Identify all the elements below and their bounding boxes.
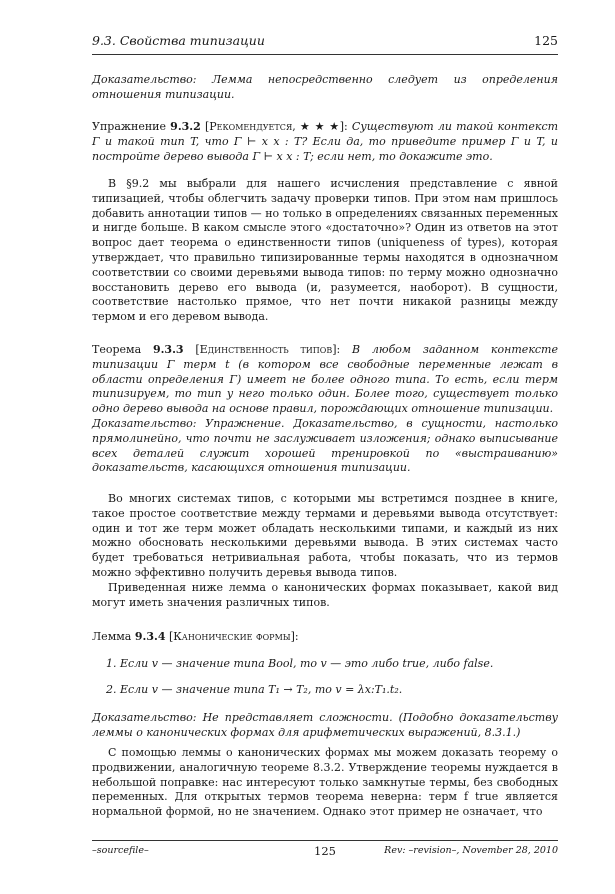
lemma-item: 2. Если v — значение типа T₁ → T₂, то v = λx:T₁.t₂. [106,683,403,696]
theorem-label: Теорема [92,343,142,356]
body-paragraph: С помощью леммы о канонических формах мы можем доказать теорему о продвижении, аналогичную теореме 8.3.2. Утверждение теоремы нуждается в небольшой поправке: нас интересуют только замкнутые термы, без свободных переменных. Для открытых термов теорема неверна: терм f true является нормальной формой, но не значением. Однако этот пример не означает, что [92,746,558,819]
header-rule [92,54,558,55]
footer-source: –sourcefile– [92,845,149,856]
exercise-label: Упражнение [92,120,167,133]
page [92,0,558,894]
footer-page-number: 125 [314,844,336,858]
exercise-tag: [Рекомендуется, ★ ★ ★]: [204,120,348,133]
theorem-block [92,343,558,417]
section-title: 9.3. Свойства типизации [92,33,265,48]
body-paragraph: Во многих системах типов, с которыми мы встретимся позднее в книге, такое простое соответствие между термами и деревьями вывода отсутствует: один и тот же терм может обладать несколькими типами, и каждый из них можно обосновать несколькими деревьями вывода. В этих системах часто будет требоваться нетривиальная работа, чтобы показать, что из термов можно эффективно получить деревья вывода типов. [92,492,558,579]
lemma-tag: [Канонические формы]: [168,630,299,643]
theorem-text: В любом заданном контексте типизации Γ терм t (в котором все свободные переменные лежат в области определения Γ) имеет не более одного типа. То есть, если терм типизируем, то тип у него только один. Более того, существует только одно дерево вывода на основе правил, порождающих отношение типизации. [92,343,558,416]
lemma-label: Лемма [92,630,132,643]
lemma-number: 9.3.4 [134,630,166,643]
body-paragraph: В §9.2 мы выбрали для нашего исчисления представление с явной типизацией, чтобы облегчить задачу проверки типов. При этом нам пришлось добавить аннотации типов — но только в определениях связанных переменных и нигде больше. В каком смысле этого «достаточно»? Один из ответов на этот вопрос дает теорема о единственности типов (uniqueness of types), которая утверждает, что правильно типизированные термы находятся в однозначном соответствии со своими деревьями вывода типов: по терму можно однозначно восстановить дерево его вывода (и, разумеется, наоборот). В сущности, соответствие настолько прямое, что нет почти никакой разницы между термом и его деревом вывода. [92,177,558,324]
page-number: 125 [534,33,558,48]
theorem-number: 9.3.3 [152,343,184,356]
body-paragraph: Приведенная ниже лемма о канонических формах показывает, какой вид могут иметь значения различных типов. [92,581,558,609]
exercise-text: Существуют ли такой контекст Γ и такой тип T, что Γ ⊢ x x : T? Если да, то приведите пример Γ и T, и постройте дерево вывода Γ ⊢ x x : T; если нет, то докажите это. [92,120,559,163]
exercise-number: 9.3.2 [170,120,201,133]
footer-revision: Rev: –revision–, November 28, 2010 [384,845,558,856]
lemma-heading [92,630,558,645]
proof-paragraph: Доказательство: Упражнение. Доказательство, в сущности, настолько прямолинейно, что почти не заслуживает изложения; однако выписывание всех деталей служит хорошей тренировкой по «выстраиванию» доказательств, касающихся отношения типизации. [92,417,558,475]
lemma-item: 1. Если v — значение типа Bool, то v — это либо true, либо false. [106,657,494,670]
exercise-block [92,120,558,164]
theorem-tag: [Единственность типов]: [195,343,341,356]
proof-paragraph: Доказательство: Не представляет сложности. (Подобно доказательству леммы о канонических формах для арифметических выражений, 8.3.1.) [92,711,558,739]
footer-rule [92,840,558,841]
proof-paragraph: Доказательство: Лемма непосредственно следует из определения отношения типизации. [92,73,558,101]
